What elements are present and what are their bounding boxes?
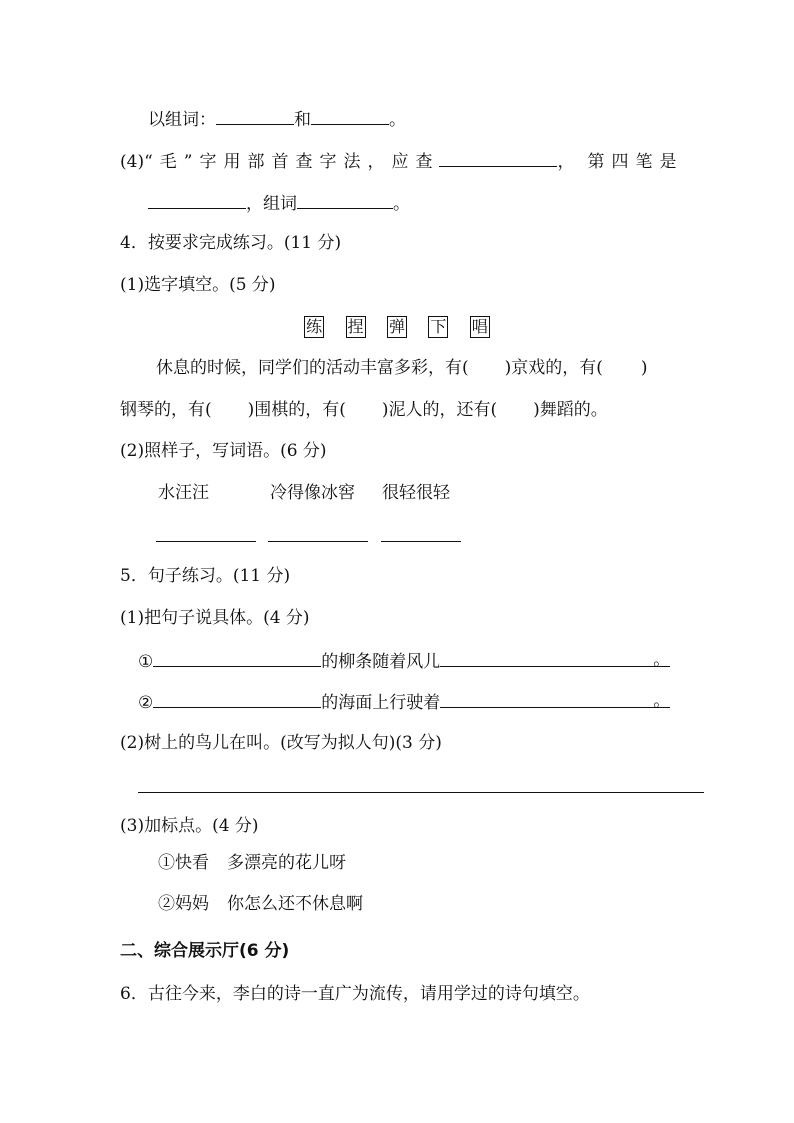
char-option: 弹 xyxy=(388,317,405,336)
q5-3-title: (3)加标点。(4 分) xyxy=(120,816,259,836)
blank-s1-b[interactable] xyxy=(440,649,671,670)
answer-line-personification[interactable] xyxy=(138,792,704,793)
q4-1-title: (1)选字填空。(5 分) xyxy=(120,275,276,295)
q3-4-comma: ， xyxy=(557,152,582,172)
item1b: 多漂亮的花儿呀 xyxy=(227,853,346,873)
blank-s2-b[interactable] xyxy=(440,690,671,711)
q3-cont-end: 。 xyxy=(389,110,406,130)
q4-1-l2c: )泥人的，还有( xyxy=(381,400,498,420)
char-option: 练 xyxy=(306,317,323,336)
blank-word-2[interactable] xyxy=(311,107,389,125)
item1a: ①快看 xyxy=(158,853,209,873)
q5-3-item-2 xyxy=(158,893,363,915)
q4-1-l1c: ) xyxy=(640,358,648,378)
q3-cont-he: 和 xyxy=(294,110,311,130)
q4-1-line2 xyxy=(120,399,608,421)
q3-4-prefix: (4) xyxy=(120,152,145,172)
q5-title: 5．句子练习。(11 分) xyxy=(120,566,291,586)
q4-1-line1 xyxy=(156,357,648,379)
q4-1-l1a: 休息的时候，同学们的活动丰富多彩，有( xyxy=(156,358,469,378)
q5-1-sentence-2 xyxy=(138,690,670,714)
q4-2-example-2: 冷得像冰窖 xyxy=(270,483,355,503)
item2b: 你怎么还不休息啊 xyxy=(227,894,363,914)
s1-mid: 的柳条随着风儿 xyxy=(321,652,441,672)
char-option: 唱 xyxy=(471,317,488,336)
q3-4-part2: 第四笔是 xyxy=(587,152,684,172)
q3-4-end: 。 xyxy=(393,194,410,214)
blank-fourth-stroke[interactable] xyxy=(148,191,246,209)
q5-1-sentence-1 xyxy=(138,649,670,673)
q3-cont-text: 以组词： xyxy=(148,110,216,130)
blank-mao-word[interactable] xyxy=(297,191,393,209)
char-option: 下 xyxy=(430,317,447,336)
q5-3-item-1 xyxy=(158,852,346,874)
q4-2-example-3: 很轻很轻 xyxy=(382,483,450,503)
q3-4-quote: “毛”字用部首查字法，应查 xyxy=(144,152,440,172)
q4-2-title: (2)照样子，写词语。(6 分) xyxy=(120,441,327,461)
q3-4-part3: ，组词 xyxy=(246,194,297,214)
answer-line-word-3[interactable] xyxy=(381,541,461,542)
q4-1-l2b: )围棋的，有( xyxy=(247,400,346,420)
q5-1-title: (1)把句子说具体。(4 分) xyxy=(120,608,310,628)
blank-s2-a[interactable] xyxy=(153,690,321,708)
s2-mid: 的海面上行驶着 xyxy=(321,693,441,713)
section-2-title: 二、综合展示厅(6 分) xyxy=(120,941,290,961)
blank-s1-a[interactable] xyxy=(153,649,321,667)
item2a: ②妈妈 xyxy=(158,894,209,914)
q6-title: 6．古往今来，李白的诗一直广为流传，请用学过的诗句填空。 xyxy=(120,984,590,1004)
s2-end: 。 xyxy=(653,691,671,711)
s2-num: ② xyxy=(138,693,154,713)
char-option: 捏 xyxy=(347,317,364,336)
blank-word-1[interactable] xyxy=(216,107,294,125)
q5-2-title: (2)树上的鸟儿在叫。(改写为拟人句)(3 分) xyxy=(120,733,442,753)
s1-end: 。 xyxy=(653,650,671,670)
answer-line-word-1[interactable] xyxy=(156,541,256,542)
q4-title: 4．按要求完成练习。(11 分) xyxy=(120,233,342,253)
q4-1-l1b: )京戏的，有( xyxy=(504,358,603,378)
q4-1-l2d: )舞蹈的。 xyxy=(533,400,608,420)
q3-4-line xyxy=(120,149,683,173)
s1-num: ① xyxy=(138,652,154,672)
q3-continuation-line xyxy=(148,107,406,131)
q3-4-line2 xyxy=(148,191,410,215)
q4-1-l2a: 钢琴的，有( xyxy=(120,400,212,420)
q4-2-example-1: 水汪汪 xyxy=(158,483,209,503)
answer-line-word-2[interactable] xyxy=(268,541,368,542)
char-options xyxy=(0,316,794,338)
blank-radical[interactable] xyxy=(439,149,557,167)
